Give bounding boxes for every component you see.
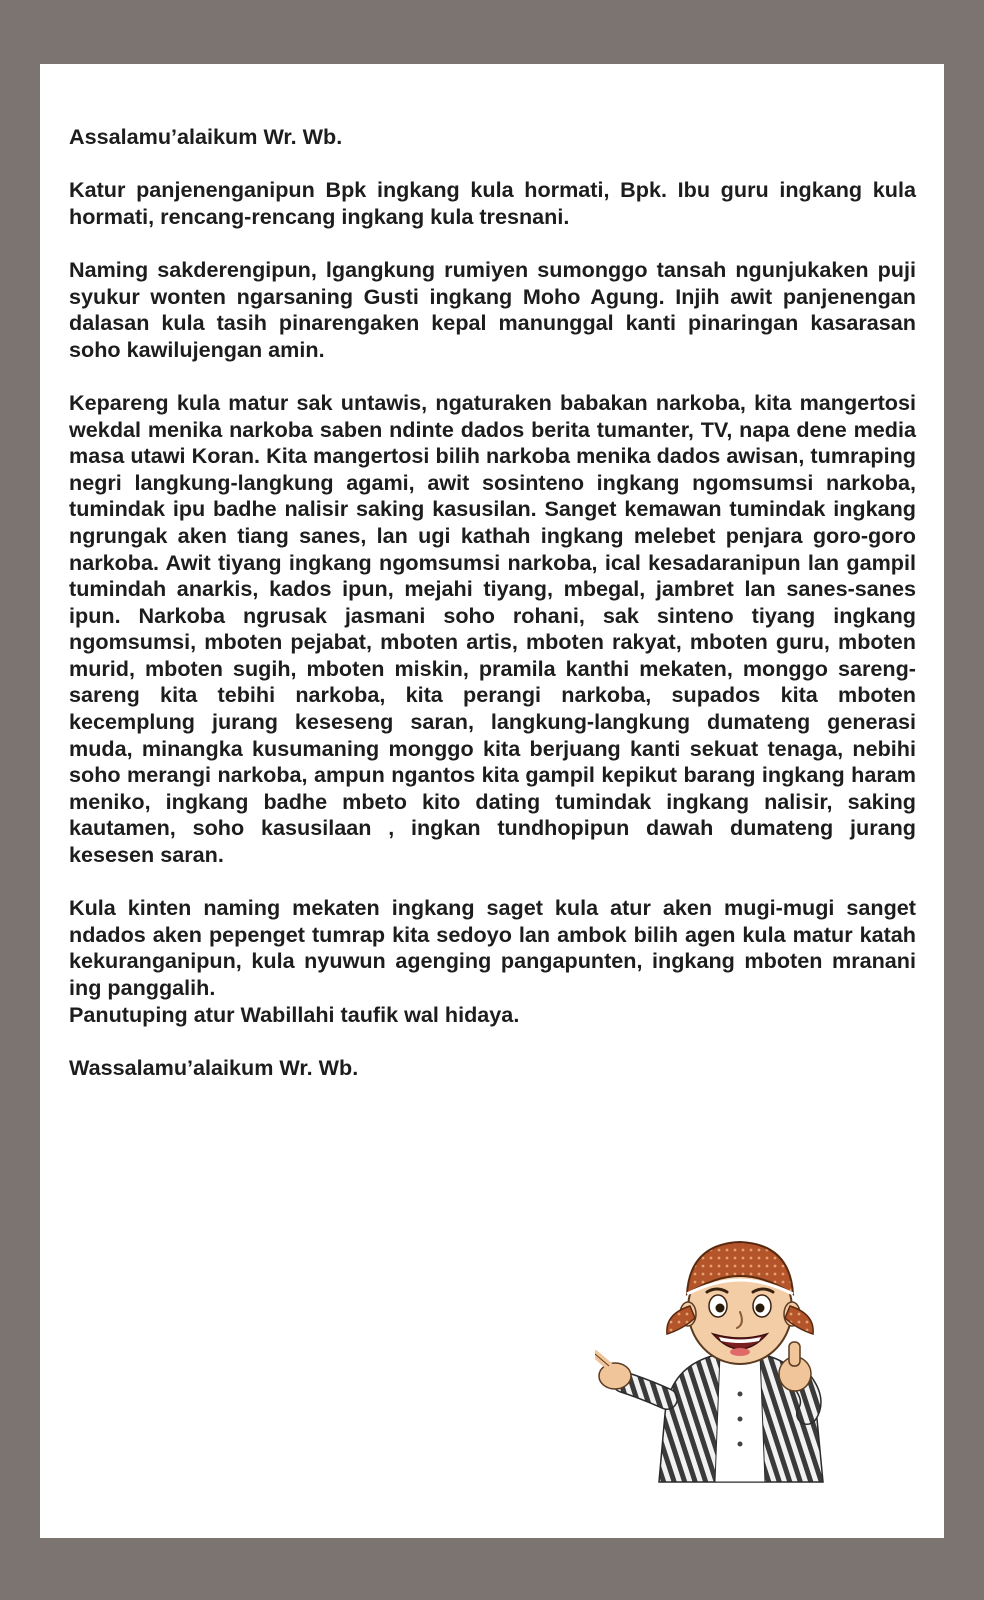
closing-paragraph: Kula kinten naming mekaten ingkang saget kula atur aken mugi-mugi sanget ndados aken pepenget tumrap kita sedoyo lan ambok bilih agen kula matur katah kekuranganipun, kula nyuwun agenging pangapunten, ingkang mboten mranani ing panggalih.: [69, 895, 916, 1000]
letter-page: [40, 64, 944, 1538]
address-paragraph: Katur panjenenganipun Bpk ingkang kula hormati, Bpk. Ibu guru ingkang kula hormati, rencang-rencang ingkang kula tresnani.: [69, 177, 916, 229]
farewell: Wassalamu’alaikum Wr. Wb.: [69, 1054, 359, 1080]
body-paragraph: Kepareng kula matur sak untawis, ngaturaken babakan narkoba, kita mangertosi wekdal menika narkoba saben ndinte dados berita tumanter, TV, napa dene media masa utawi Koran. Kita mangertosi bilih narkoba menika dados awisan, tumraping negri langkung-langkung agami, awit sosinteno ingkang ngomsumsi narkoba, tumindak ipu badhe nalisir saking kasusilan. Sanget kemawan tumindak ingkang ngrungak aken tiang sanes, lan ugi kathah ingkang melebet penjara goro-goro narkoba. Awit tiyang ingkang ngomsumsi narkoba, ical kesadaranipun lan gampil tumindah anarkis, kados ipun, mejahi tiyang, mbegal, jambret lan sanes-sanes ipun. Narkoba ngrusak jasmani soho rohani, sak sinteno tiyang ingkang ngomsumsi, mboten pejabat, mboten artis, mboten rakyat, mboten guru, mboten murid, mboten sugih, mboten miskin, pramila kanthi mekaten, monggo sareng-sareng kita tebihi narkoba, kita perangi narkoba, supados kita mboten kecemplung jurang keseseng saran, langkung-langkung dumateng generasi muda, minangka kusumaning monggo kita berjuang kanti sekuat tenaga, nebihi soho merangi narkoba, ampun ngantos kita gampil kepikut barang ingkang haram meniko, ingkang badhe mbeto kito dating tumindak ingkang nalisir, saking kautamen, soho kasusilaan , ingkan tundhopipun dawah dumateng jurang kesesen saran.: [69, 389, 916, 868]
javanese-mascot-icon: [595, 1214, 865, 1494]
letter-content: [69, 124, 916, 1108]
closing-line: Panutuping atur Wabillahi taufik wal hidaya.: [69, 1001, 520, 1027]
opening-paragraph: Naming sakderengipun, lgangkung rumiyen sumonggo tansah ngunjukaken puji syukur wonten ngarsaning Gusti ingkang Moho Agung. Injih awit panjenengan dalasan kula tasih pinarengaken kepal manunggal kanti pinaringan kasarasan soho kawilujengan amin.: [69, 256, 916, 362]
greeting: Assalamu’alaikum Wr. Wb.: [69, 124, 343, 149]
